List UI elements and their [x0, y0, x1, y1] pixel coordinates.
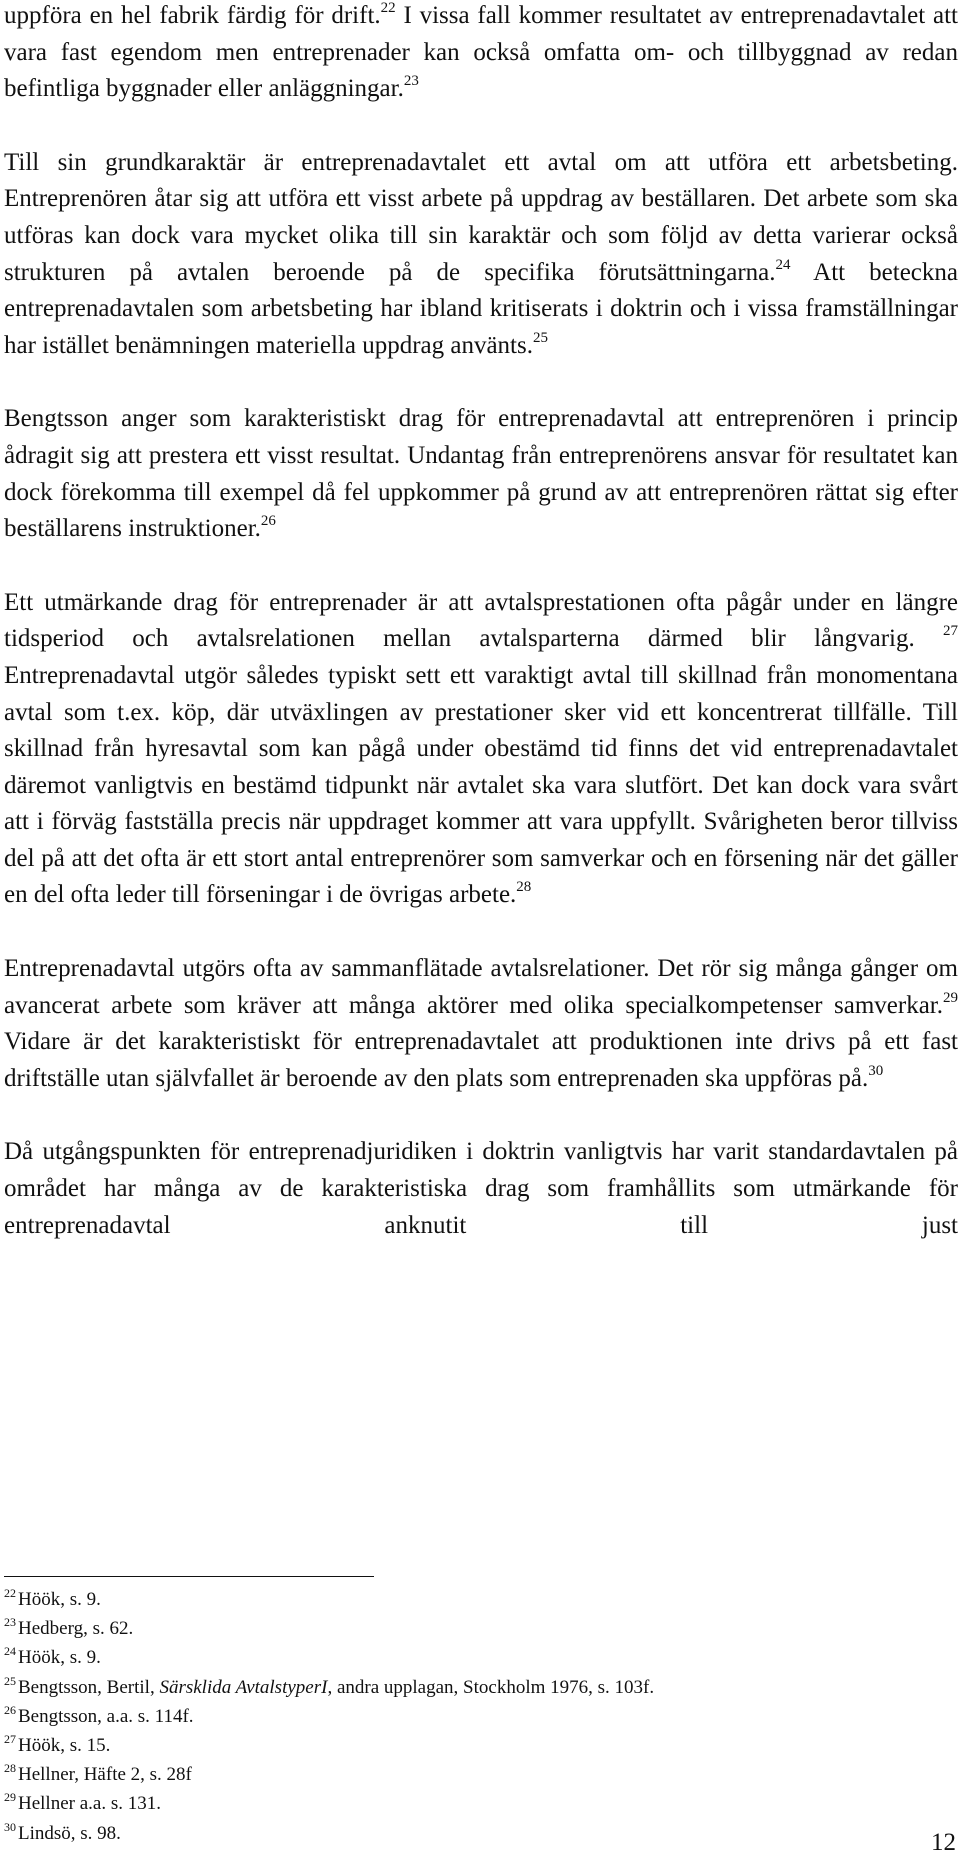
page-number: 12 — [931, 1829, 956, 1856]
footnote-number: 22 — [4, 1586, 16, 1600]
text-run: Att beteckna entreprenadavtalen som arbetsbeting har ibland kritiserats i doktrin och i vissa framställningar har istället benämningen materiella uppdrag använts. — [4, 258, 958, 359]
text-run: Bengtsson, Bertil, — [18, 1676, 160, 1698]
text-run: Entreprenadavtal utgör således typiskt sett ett varaktigt avtal till skillnad från monomentana avtal som t.ex. köp, där utväxlingen av prestationer sker vid ett koncentrerat tillfälle. Till skillnad från hyresavtal som kan pågå under obestämd tid finns det vid entreprenadavtalet däremot vanligtvis en bestämd tidpunkt när avtalet ska vara slutfört. Det kan dock vara svårt att i förväg fastställa precis när uppdraget kommer att vara uppfyllt. Svårigheten beror tillviss del på att det ofta är ett stort antal entreprenörer som samverkar och en försening när det gäller en del ofta leder till förseningar i de övrigas arbete. — [4, 661, 958, 909]
text-run: Lindsö, s. 98. — [18, 1822, 121, 1844]
footnote — [4, 1643, 958, 1672]
text-run: Höök, s. 9. — [18, 1647, 101, 1669]
text-run: Entreprenadavtal utgörs ofta av sammanflätade avtalsrelationer. Det rör sig många gånger om avancerat arbete som kräver att många aktörer med olika specialkompetenser samverkar. — [4, 955, 958, 1019]
text-run: Vidare är det karakteristiskt för entreprenadavtalet att produktionen inte drivs på ett fast driftställe utan självfallet är beroende av den plats som entreprenaden ska uppföras på. — [4, 1028, 958, 1092]
paragraph — [4, 585, 958, 914]
footnote-number: 27 — [4, 1732, 16, 1747]
paragraph — [4, 1134, 958, 1244]
text-run: Hellner a.a. s. 131. — [18, 1793, 161, 1815]
footnote-reference: 23 — [403, 73, 419, 90]
footnote — [4, 1760, 958, 1789]
paragraph — [4, 145, 958, 365]
text-run: I vissa fall kommer resultatet av entreprenadavtalet att vara fast egendom men entreprenader kan också omfatta om- och tillbyggnad av redan befintliga byggnader eller anläggningar. — [4, 2, 958, 103]
paragraph — [4, 0, 958, 108]
footnote-reference: 29 — [943, 989, 958, 1006]
text-run: Höök, s. 9. — [18, 1589, 101, 1610]
text-run: Bengtsson anger som karakteristiskt drag för entreprenadavtal att entreprenören i princip ådragit sig att prestera ett visst resultat. Undantag från entreprenörens ansvar för resultatet kan dock förekomma till exempel då fel uppkommer på grund av att entreprenören rättat sig efter beställarens instruktioner. — [4, 405, 958, 543]
footnote — [4, 1819, 958, 1848]
cited-title: Särsklida AvtalstyperI — [159, 1676, 328, 1698]
text-run: Till sin grundkaraktär är entreprenadavtalet ett avtal om att utföra ett arbetsbeting. Entreprenören åtar sig att utföra ett visst arbete på uppdrag av beställaren. Det arbete som ska utföras kan dock vara mycket olika till sin karaktär och som följd av detta varierar också strukturen på avtalen beroende på de specifika förutsättningarna. — [4, 148, 958, 286]
footnote-reference: 30 — [868, 1062, 884, 1079]
footnote-number: 30 — [4, 1819, 16, 1834]
footnote — [4, 1702, 958, 1731]
footnote-list — [4, 1585, 958, 1848]
paragraph — [4, 951, 958, 1097]
text-run: Hellner, Häfte 2, s. 28f — [18, 1764, 192, 1786]
text-run: uppföra en hel fabrik färdig för drift. — [4, 2, 381, 29]
footnote-number: 23 — [4, 1615, 16, 1630]
footnote-number: 25 — [4, 1673, 16, 1688]
text-run: Hedberg, s. 62. — [18, 1618, 134, 1640]
text-run: Bengtsson, a.a. s. 114f. — [18, 1705, 194, 1727]
footnote-number: 26 — [4, 1702, 16, 1717]
text-run: , andra upplagan, Stockholm 1976, s. 103f. — [327, 1676, 655, 1698]
footnote-number: 28 — [4, 1761, 16, 1776]
footnote-separator — [4, 1576, 374, 1577]
text-run: Då utgångspunkten för entreprenadjuridiken i doktrin vanligtvis har varit standardavtalen på området har många av de karakteristiska drag som framhållits som utmärkande för entreprenadavtal anknutit till just — [4, 1138, 958, 1239]
footnote-reference: 26 — [260, 513, 276, 530]
footnote-reference: 24 — [775, 256, 791, 273]
footnote — [4, 1731, 958, 1760]
footnote-reference: 27 — [943, 623, 958, 640]
footnote-reference: 28 — [516, 879, 532, 896]
footnote — [4, 1585, 958, 1614]
paragraph — [4, 401, 958, 547]
text-run: Ett utmärkande drag för entreprenader är att avtalsprestationen ofta pågår under en längre tidsperiod och avtalsrelationen mellan avtalsparterna därmed blir långvarig. — [4, 588, 958, 653]
footnote-reference: 22 — [380, 0, 396, 16]
text-run: Höök, s. 15. — [18, 1735, 111, 1757]
body-text — [4, 0, 958, 1244]
footnote-reference: 25 — [532, 329, 548, 346]
footnote-number: 29 — [4, 1790, 16, 1805]
footnote — [4, 1614, 958, 1643]
footnote-number: 24 — [4, 1644, 16, 1659]
footnote — [4, 1673, 958, 1702]
footnote — [4, 1789, 958, 1818]
